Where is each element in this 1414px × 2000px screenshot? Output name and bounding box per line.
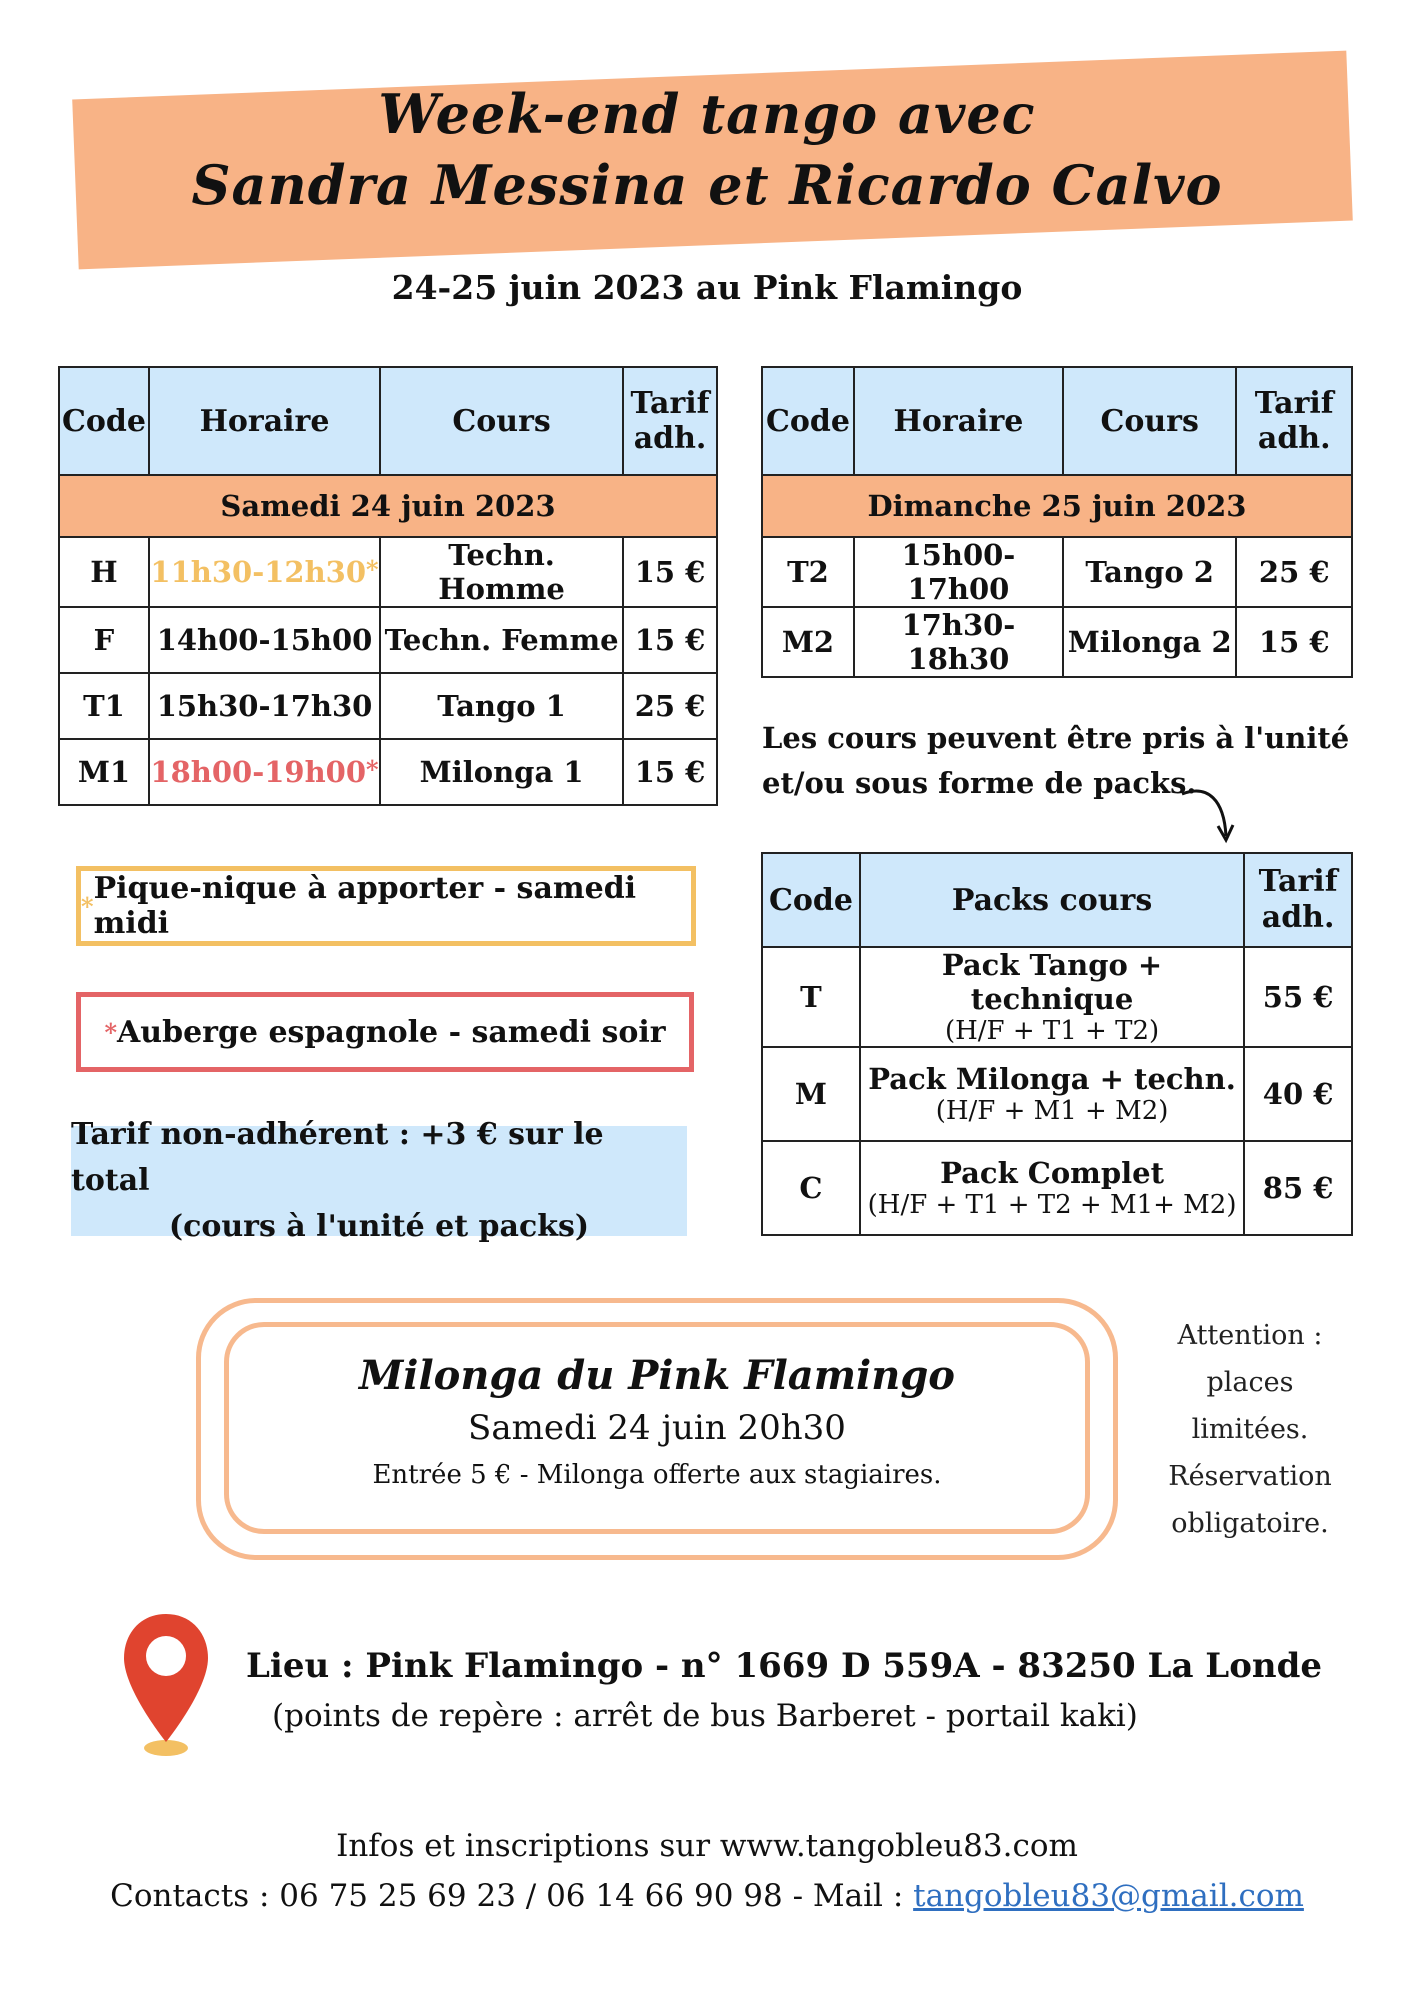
non-member-line-1: Tarif non-adhérent : +3 € sur le total	[71, 1117, 604, 1198]
asterisk-mark: *	[81, 891, 94, 921]
row-code: M1	[59, 739, 149, 805]
packs-intro-line-2: et/ou sous forme de packs.	[762, 766, 1197, 800]
asterisk-mark: *	[104, 1017, 117, 1047]
row-horaire: 15h30-17h30	[149, 673, 380, 739]
row-tarif: 40 €	[1244, 1047, 1352, 1141]
header-tarif	[1244, 853, 1352, 947]
packs-table	[761, 852, 1353, 1236]
row-tarif: 85 €	[1244, 1141, 1352, 1235]
footer-infos: Infos et inscriptions sur www.tangobleu83.com	[336, 1828, 1078, 1864]
row-cours: Milonga 1	[380, 739, 623, 805]
milonga-title: Milonga du Pink Flamingo	[359, 1352, 955, 1399]
sunday-day-label: Dimanche 25 juin 2023	[762, 475, 1352, 537]
asterisk-mark: *	[366, 755, 379, 784]
row-tarif: 15 €	[623, 607, 717, 673]
row-cours: Techn. Homme	[380, 537, 623, 607]
row-cours: Tango 1	[380, 673, 623, 739]
header-code: Code	[762, 367, 854, 475]
horaire-text: 11h30-12h30	[150, 555, 367, 589]
header-horaire: Horaire	[149, 367, 380, 475]
attention-line: Attention :	[1177, 1320, 1323, 1351]
row-cours: Techn. Femme	[380, 607, 623, 673]
row-tarif: 25 €	[1236, 537, 1352, 607]
row-code: M2	[762, 607, 854, 677]
location-address: Lieu : Pink Flamingo - n° 1669 D 559A - 83250 La Londe	[246, 1646, 1323, 1686]
row-code: H	[59, 537, 149, 607]
table-row	[762, 947, 1352, 1047]
header-tarif-line1: Tarif	[1254, 386, 1334, 421]
picnic-note	[76, 866, 696, 946]
packs-intro-line-1: Les cours peuvent être pris à l'unité	[762, 721, 1350, 755]
horaire-text: 18h00-19h00	[150, 755, 367, 789]
header-tarif	[623, 367, 717, 475]
row-horaire: 17h30-18h30	[854, 607, 1063, 677]
row-tarif: 15 €	[1236, 607, 1352, 677]
email-link[interactable]: tangobleu83@gmail.com	[913, 1878, 1304, 1914]
header-code: Code	[762, 853, 860, 947]
row-tarif: 15 €	[623, 537, 717, 607]
saturday-table	[58, 366, 718, 806]
row-code: C	[762, 1141, 860, 1235]
pack-detail: (H/F + M1 + M2)	[935, 1096, 1169, 1126]
row-code: M	[762, 1047, 860, 1141]
auberge-note	[76, 992, 694, 1072]
header-horaire: Horaire	[854, 367, 1063, 475]
saturday-day-label: Samedi 24 juin 2023	[59, 475, 717, 537]
auberge-text: Auberge espagnole - samedi soir	[117, 1014, 666, 1050]
row-horaire	[149, 739, 380, 805]
row-pack	[860, 947, 1244, 1047]
attention-line: places	[1206, 1367, 1294, 1398]
pack-name: Pack Milonga + techn.	[868, 1062, 1236, 1096]
table-row	[59, 537, 717, 607]
attention-line: Réservation	[1168, 1461, 1332, 1492]
table-row	[762, 607, 1352, 677]
picnic-text: Pique-nique à apporter - samedi midi	[93, 871, 637, 941]
pack-detail: (H/F + T1 + T2)	[944, 1016, 1160, 1046]
header-tarif	[1236, 367, 1352, 475]
header-tarif-line2: adh.	[633, 421, 707, 456]
row-code: T1	[59, 673, 149, 739]
row-tarif: 25 €	[623, 673, 717, 739]
row-code: T2	[762, 537, 854, 607]
table-row	[762, 537, 1352, 607]
sunday-table	[761, 366, 1353, 678]
attention-line: obligatoire.	[1171, 1508, 1329, 1539]
attention-note	[1160, 1312, 1340, 1547]
packs-intro	[762, 716, 1349, 806]
header-cours: Cours	[1063, 367, 1237, 475]
title-line-2: Sandra Messina et Ricardo Calvo	[191, 153, 1223, 217]
header-cours: Cours	[380, 367, 623, 475]
pack-name: Pack Tango + technique	[941, 948, 1163, 1016]
table-row	[762, 1047, 1352, 1141]
milonga-entry: Entrée 5 € - Milonga offerte aux stagiaires.	[372, 1460, 942, 1490]
curved-arrow-icon	[1178, 780, 1238, 850]
header-tarif-line1: Tarif	[630, 386, 710, 421]
pack-name: Pack Complet	[940, 1156, 1165, 1190]
header-tarif-line2: adh.	[1261, 900, 1335, 935]
title-line-1: Week-end tango avec	[378, 82, 1036, 146]
contacts-text: Contacts : 06 75 25 69 23 / 06 14 66 90 98 - Mail :	[110, 1878, 914, 1914]
asterisk-mark: *	[366, 555, 379, 584]
header-packs: Packs cours	[860, 853, 1244, 947]
event-subtitle: 24-25 juin 2023 au Pink Flamingo	[391, 268, 1023, 307]
table-row	[762, 1141, 1352, 1235]
table-row	[59, 673, 717, 739]
non-member-line-2: (cours à l'unité et packs)	[168, 1209, 590, 1244]
row-pack	[860, 1141, 1244, 1235]
attention-line: limitées.	[1191, 1414, 1309, 1445]
row-cours: Milonga 2	[1063, 607, 1237, 677]
footer-contacts	[0, 1878, 1414, 1914]
non-member-note	[71, 1117, 687, 1244]
row-horaire: 15h00-17h00	[854, 537, 1063, 607]
table-row	[59, 739, 717, 805]
table-row	[59, 607, 717, 673]
header-tarif-line2: adh.	[1257, 421, 1331, 456]
row-code: T	[762, 947, 860, 1047]
milonga-date: Samedi 24 juin 20h30	[468, 1408, 846, 1448]
row-pack	[860, 1047, 1244, 1141]
row-tarif: 15 €	[623, 739, 717, 805]
row-horaire: 14h00-15h00	[149, 607, 380, 673]
row-code: F	[59, 607, 149, 673]
row-tarif: 55 €	[1244, 947, 1352, 1047]
map-pin-icon	[120, 1610, 212, 1760]
header-code: Code	[59, 367, 149, 475]
pack-detail: (H/F + T1 + T2 + M1+ M2)	[867, 1190, 1237, 1220]
location-hint: (points de repère : arrêt de bus Barberet - portail kaki)	[272, 1698, 1138, 1734]
row-cours: Tango 2	[1063, 537, 1237, 607]
header-tarif-line1: Tarif	[1258, 864, 1338, 899]
row-horaire	[149, 537, 380, 607]
